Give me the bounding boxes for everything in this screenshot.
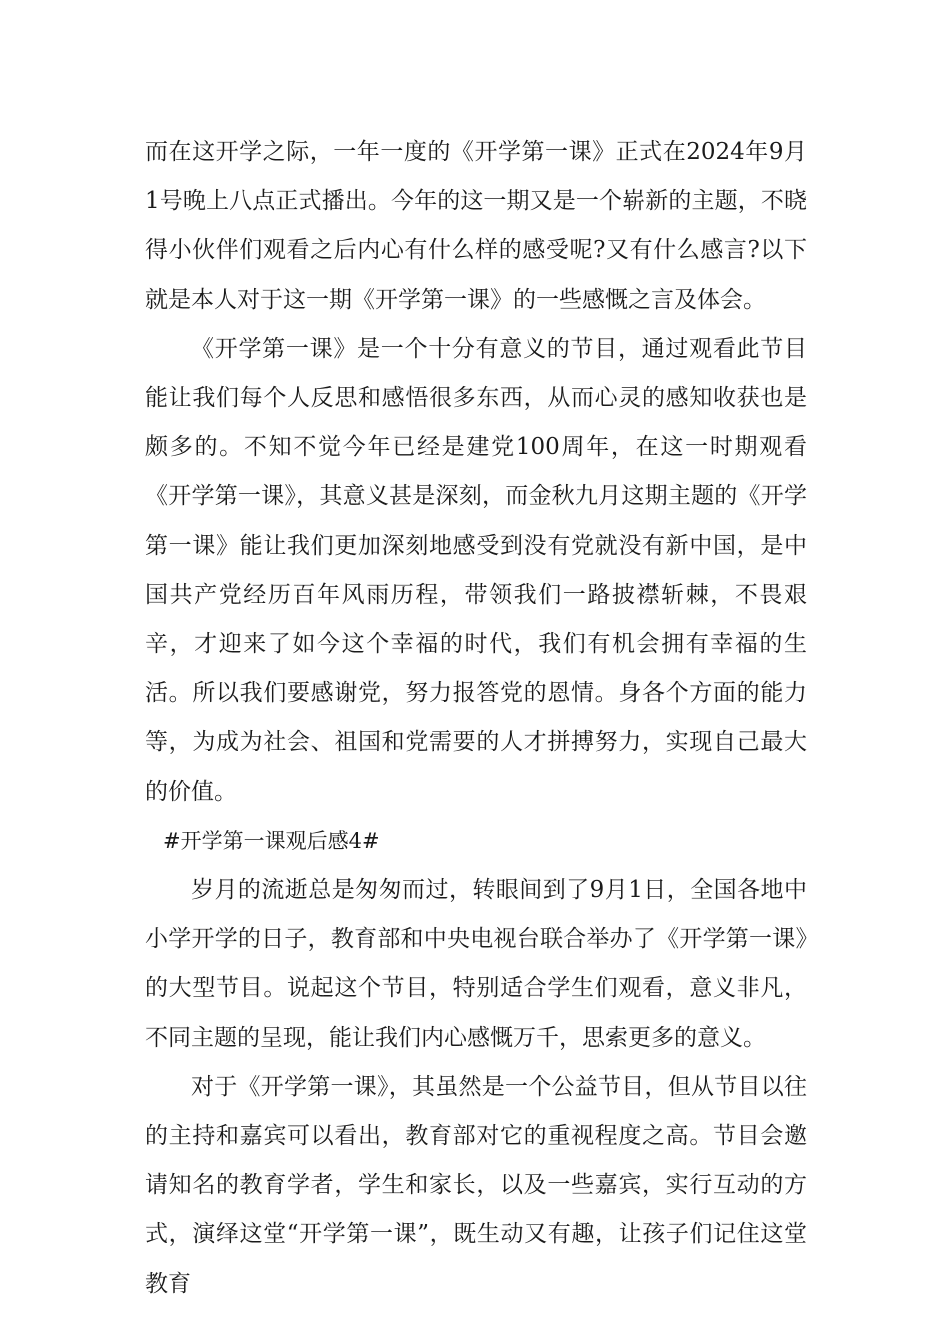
paragraph-time: 岁月的流逝总是匆匆而过，转眼间到了9月1日，全国各地中小学开学的日子，教育部和中央电视台联合举办了《开学第一课》的大型节目。说起这个节目，特别适合学生们观看，意义非凡，不同主题的呈现，能让我们内心感慨万千，思索更多的意义。 <box>145 877 807 1051</box>
document-body <box>145 128 807 1309</box>
paragraph-program: 对于《开学第一课》，其虽然是一个公益节目，但从节目以往的主持和嘉宾可以看出，教育部对它的重视程度之高。节目会邀请知名的教育学者，学生和家长，以及一些嘉宾，实行互动的方式，演绎这堂“开学第一课”，既生动又有趣，让孩子们记住这堂教育 <box>145 1073 807 1297</box>
paragraph-intro: 而在这开学之际，一年一度的《开学第一课》正式在2024年9月1号晚上八点正式播出。今年的这一期又是一个崭新的主题，不晓得小伙伴们观看之后内心有什么样的感受呢?又有什么感言?以下就是本人对于这一期《开学第一课》的一些感慨之言及体会。 <box>145 139 807 313</box>
section-heading: #开学第一课观后感4# <box>163 828 380 853</box>
paragraph-meaning: 《开学第一课》是一个十分有意义的节目，通过观看此节目能让我们每个人反思和感悟很多东西，从而心灵的感知收获也是颇多的。不知不觉今年已经是建党100周年，在这一时期观看《开学第一课》，其意义甚是深刻，而金秋九月这期主题的《开学第一课》能让我们更加深刻地感受到没有党就没有新中国，是中国共产党经历百年风雨历程，带领我们一路披襟斩棘，不畏艰辛，才迎来了如今这个幸福的时代，我们有机会拥有幸福的生活。所以我们要感谢党，努力报答党的恩情。身各个方面的能力等，为成为社会、祖国和党需要的人才拼搏努力，实现自己最大的价值。 <box>145 335 807 805</box>
